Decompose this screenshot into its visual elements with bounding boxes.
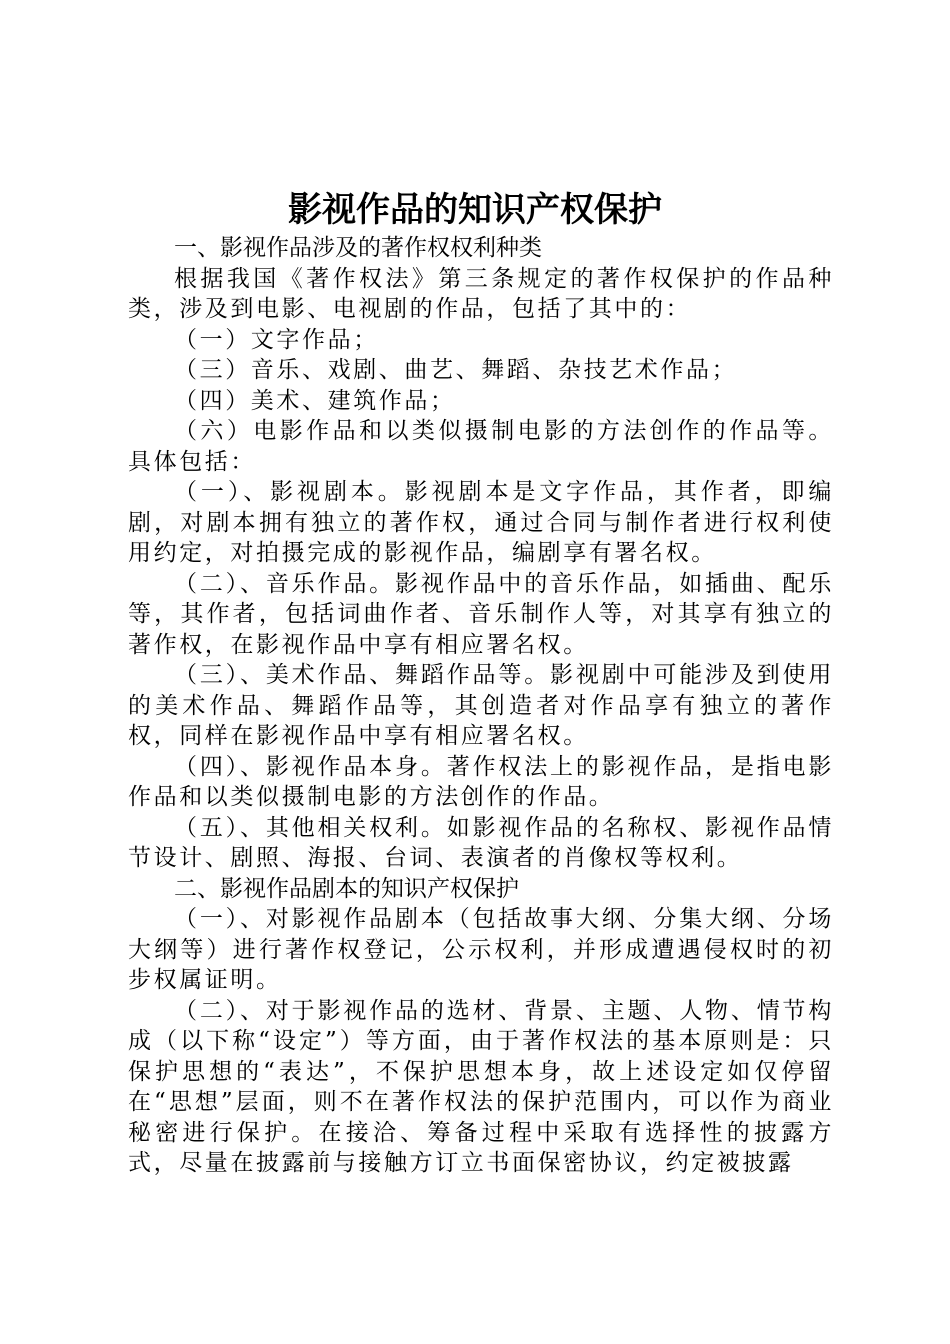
paragraph: （一）、影视剧本。影视剧本是文字作品，其作者，即编剧，对剧本拥有独立的著作权，通过合同与制作者进行权利使用约定，对拍摄完成的影视作品，编剧享有署名权。: [128, 479, 834, 566]
paragraph: （二）、对于影视作品的选材、背景、主题、人物、情节构成（以下称“设定”）等方面，由于著作权法的基本原则是：只保护思想的“表达”，不保护思想本身，故上述设定如仅停留在“思想”层面，则不在著作权法的保护范围内，可以作为商业秘密进行保护。在接洽、筹备过程中采取有选择性的披露方式，尽量在披露前与接触方订立书面保密协议，约定被披露: [128, 997, 834, 1176]
paragraph: （四）、影视作品本身。著作权法上的影视作品，是指电影作品和以类似摄制电影的方法创作的作品。: [128, 753, 834, 810]
list-item: （三）音乐、戏剧、曲艺、舞蹈、杂技艺术作品；: [174, 357, 738, 383]
list-item: （四）美术、建筑作品；: [174, 387, 456, 414]
section-heading: 一、影视作品涉及的著作权权利种类: [174, 235, 542, 261]
paragraph: （二）、音乐作品。影视作品中的音乐作品，如插曲、配乐等，其作者，包括词曲作者、音乐制作人等，对其享有独立的著作权，在影视作品中享有相应署名权。: [128, 570, 834, 658]
document-title: 影视作品的知识产权保护: [288, 190, 662, 230]
list-item: （一）文字作品；: [174, 326, 379, 353]
paragraph: 根据我国《著作权法》第三条规定的著作权保护的作品种类，涉及到电影、电视剧的作品，包括了其中的：: [128, 265, 834, 322]
list-item: （六）电影作品和以类似摄制电影的方法创作的作品等。具体包括：: [128, 418, 834, 475]
paragraph: （五）、其他相关权利。如影视作品的名称权、影视作品情节设计、剧照、海报、台词、表演者的肖像权等权利。: [128, 814, 834, 871]
section-heading: 二、影视作品剧本的知识产权保护: [174, 875, 519, 902]
document-body: [128, 233, 834, 1179]
paragraph: （三）、美术作品、舞蹈作品等。影视剧中可能涉及到使用的美术作品、舞蹈作品等，其创造者对作品享有独立的著作权，同样在影视作品中享有相应署名权。: [128, 662, 834, 749]
paragraph: （一）、对影视作品剧本（包括故事大纲、分集大纲、分场大纲等）进行著作权登记，公示权利，并形成遭遇侵权时的初步权属证明。: [128, 906, 834, 993]
